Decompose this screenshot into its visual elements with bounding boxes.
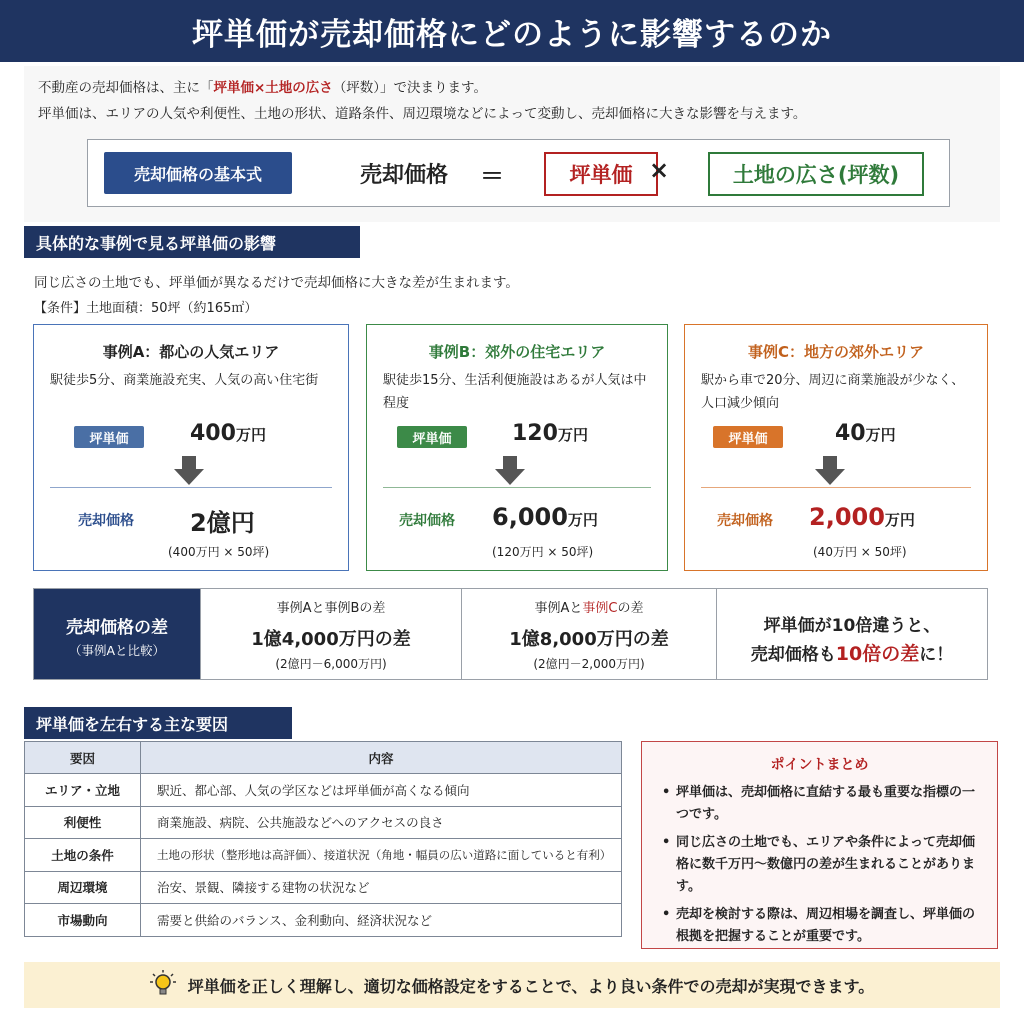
label-part: の差 [617, 601, 644, 616]
summary-line-2 [717, 639, 987, 666]
formula-land-area: 土地の広さ(坪数) [708, 152, 924, 196]
table-row [25, 904, 622, 937]
list-item: • 売却を検討する際は、周辺相場を調査し、坪単価の根拠を把握することが重要です。 [662, 904, 981, 948]
condition-text: 【条件】土地面積：50坪（約165㎡） [34, 301, 258, 316]
case-description: 駅徒歩15分、生活利便施設はあるが人気は中程度 [383, 373, 647, 411]
factor-name: 土地の条件 [25, 839, 141, 872]
difference-a-c [461, 589, 716, 679]
factor-name: 周辺環境 [25, 871, 141, 904]
unit-price-badge: 坪単価 [397, 426, 467, 448]
formula-unit-price: 坪単価 [544, 152, 658, 196]
column-header-content: 内容 [141, 742, 622, 774]
difference-calc: (2億円－6,000万円) [275, 657, 387, 671]
multiply-sign: × [649, 156, 670, 184]
difference-bar [33, 588, 988, 680]
case-card-c [684, 324, 988, 571]
points-title: ポイントまとめ [770, 757, 869, 773]
difference-amount: 1億4,000万円の差 [251, 629, 411, 650]
unit-price-number: 40 [835, 421, 866, 446]
sale-price-label: 売却価格 [717, 513, 773, 529]
divider [50, 487, 332, 488]
sale-price-suffix: 万円 [884, 511, 915, 529]
sale-price-value [492, 503, 598, 531]
factor-name: エリア・立地 [25, 774, 141, 807]
unit-price-suffix: 万円 [865, 426, 896, 444]
unit-price-badge: 坪単価 [74, 426, 144, 448]
formula-left: 売却価格 [360, 163, 449, 188]
intro-text: 不動産の売却価格は、主に「 [38, 80, 214, 96]
column-header-factor: 要因 [25, 742, 141, 774]
intro-panel [24, 66, 1000, 222]
difference-label [462, 597, 716, 616]
unit-price-value [835, 421, 896, 446]
table-row [25, 839, 622, 872]
points-summary-box [641, 741, 998, 949]
calculation-text: (120万円 × 50坪) [492, 545, 594, 559]
intro-line-2: 坪単価は、エリアの人気や利便性、土地の形状、道路条件、周辺環境などによって変動し、売却価格に大きな影響を与えます。 [38, 106, 807, 122]
header-bar [0, 0, 1024, 62]
table-row [25, 871, 622, 904]
sale-price-value [190, 503, 255, 538]
sale-price-number: 2億円 [190, 509, 255, 537]
case-description: 駅徒歩5分、商業施設充実、人気の高い住宅街 [50, 373, 319, 388]
unit-price-suffix: 万円 [235, 426, 266, 444]
case-title: 事例C：地方の郊外エリア [747, 343, 924, 361]
table-row [25, 806, 622, 839]
table-row [25, 774, 622, 807]
difference-a-b [200, 589, 461, 679]
factor-name: 市場動向 [25, 904, 141, 937]
footer-banner [24, 962, 1000, 1008]
intro-line-1 [38, 76, 487, 96]
lightbulb-icon [150, 970, 176, 1000]
difference-amount: 1億8,000万円の差 [509, 629, 669, 650]
unit-price-suffix: 万円 [557, 426, 588, 444]
case-card-b [366, 324, 668, 571]
list-item: • 同じ広さの土地でも、エリアや条件によって売却価格に数千万円～数億円の差が生まれることがあります。 [662, 832, 981, 898]
sale-price-label: 売却価格 [399, 513, 455, 529]
label-highlight: 事例C [582, 601, 618, 616]
down-arrow-icon [813, 456, 847, 486]
calculation-text: (400万円 × 50坪) [168, 545, 270, 559]
difference-calc: (2億円－2,000万円) [533, 657, 645, 671]
table-header-row [25, 742, 622, 774]
down-arrow-icon [172, 456, 206, 486]
difference-title: 売却価格の差 [66, 618, 168, 638]
formula-tag: 売却価格の基本式 [104, 152, 292, 194]
factors-table [24, 741, 622, 937]
divider [701, 487, 971, 488]
factor-name: 利便性 [25, 806, 141, 839]
summary-highlight: 10倍の差 [835, 643, 920, 665]
case-title: 事例B：郊外の住宅エリア [428, 343, 606, 361]
summary-part: 売却価格も [750, 645, 836, 665]
section-heading-factors: 坪単価を左右する主な要因 [24, 707, 292, 739]
section-heading-cases: 具体的な事例で見る坪単価の影響 [24, 226, 360, 258]
calculation-text: (40万円 × 50坪) [813, 545, 907, 559]
points-list [662, 782, 981, 954]
unit-price-number: 120 [512, 421, 558, 446]
sale-price-suffix: 万円 [567, 511, 598, 529]
sale-price-value [809, 503, 915, 531]
factor-content: 土地の形状（整形地は高評価）、接道状況（角地・幅員の広い道路に面していると有利） [141, 839, 622, 872]
unit-price-value [512, 421, 588, 446]
factor-content: 需要と供給のバランス、金利動向、経済状況など [141, 904, 622, 937]
down-arrow-icon [493, 456, 527, 486]
case-description: 駅から車で20分、周辺に商業施設が少なく、人口減少傾向 [701, 373, 965, 411]
intro-highlight: 坪単価×土地の広さ [213, 80, 333, 96]
difference-label: 事例Aと事例Bの差 [276, 601, 386, 616]
difference-heading [34, 589, 200, 679]
formula-box [87, 139, 950, 207]
intro-text: （坪数）」で決まります。 [332, 80, 487, 96]
sale-price-number: 6,000 [492, 503, 568, 531]
unit-price-number: 400 [190, 421, 236, 446]
sale-price-label: 売却価格 [78, 513, 134, 529]
page-title: 坪単価が売却価格にどのように影響するのか [192, 16, 832, 53]
difference-subtitle: （事例Aと比較） [68, 643, 166, 658]
difference-summary [716, 589, 987, 679]
summary-line-1: 坪単価が10倍違うと、 [763, 616, 941, 636]
equals-sign: ＝ [480, 162, 504, 190]
list-item: • 坪単価は、売却価格に直結する最も重要な指標の一つです。 [662, 782, 981, 826]
factor-content: 治安、景観、隣接する建物の状況など [141, 871, 622, 904]
unit-price-value [190, 421, 266, 446]
summary-part: に！ [919, 645, 954, 665]
divider [383, 487, 651, 488]
factor-content: 駅近、都心部、人気の学区などは坪単価が高くなる傾向 [141, 774, 622, 807]
sale-price-number: 2,000 [809, 503, 885, 531]
footer-text: 坪単価を正しく理解し、適切な価格設定をすることで、より良い条件での売却が実現できます。 [187, 976, 875, 996]
section-description: 同じ広さの土地でも、坪単価が異なるだけで売却価格に大きな差が生まれます。 [34, 275, 519, 291]
label-part: 事例Aと [534, 601, 583, 616]
factor-content: 商業施設、病院、公共施設などへのアクセスの良さ [141, 806, 622, 839]
case-title: 事例A：都心の人気エリア [102, 343, 280, 361]
unit-price-badge: 坪単価 [713, 426, 783, 448]
case-card-a [33, 324, 349, 571]
